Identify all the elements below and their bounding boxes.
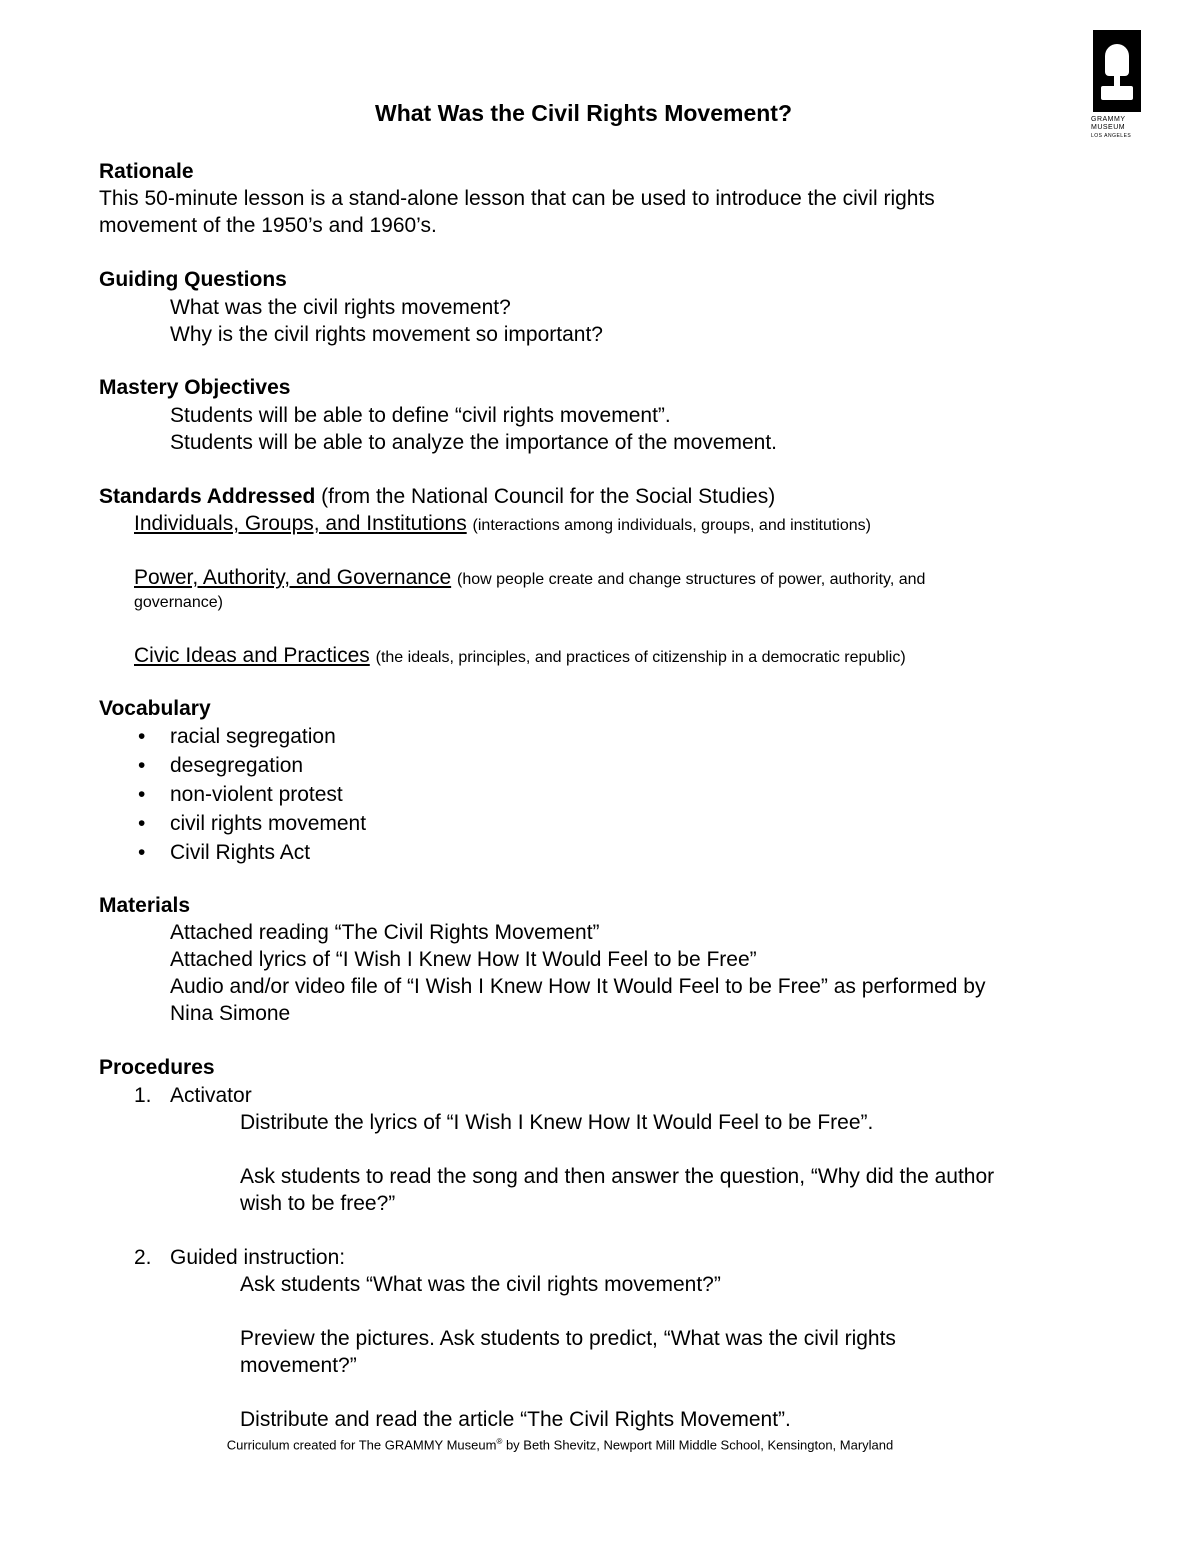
guiding-heading: Guiding Questions (99, 268, 287, 291)
material-3: Audio and/or video file of “I Wish I Knew How It Would Feel to be Free” as performed by (170, 975, 986, 998)
vocab-item: civil rights movement (170, 812, 367, 835)
rationale-heading: Rationale (99, 160, 194, 183)
mastery-heading: Mastery Objectives (99, 376, 291, 399)
procedure-1-step-a: Distribute the lyrics of “I Wish I Knew How It Would Feel to be Free”. (240, 1111, 874, 1134)
standards-heading-note: (from the National Council for the Social Studies) (321, 485, 776, 508)
material-3-cont: Nina Simone (170, 1002, 291, 1025)
standard-2 (134, 564, 925, 593)
standard-2-title: Power, Authority, and Governance (134, 566, 452, 589)
standard-2-note: (how people create and change structures of power, authority, and (456, 571, 926, 588)
standard-3-title: Civic Ideas and Practices (134, 644, 370, 667)
bullet-icon: • (138, 783, 146, 806)
mastery-objective-2: Students will be able to analyze the importance of the movement. (170, 431, 778, 454)
procedure-1-step-b: Ask students to read the song and then answer the question, “Why did the author (240, 1165, 995, 1188)
logo-text: GRAMMY MUSEUM LOS ANGELES (1091, 116, 1132, 139)
vocab-item: desegregation (170, 754, 304, 777)
bullet-icon: • (138, 725, 146, 748)
guiding-question-2: Why is the civil rights movement so important? (170, 323, 603, 346)
vocab-item: Civil Rights Act (170, 841, 311, 864)
material-1: Attached reading “The Civil Rights Movement” (170, 921, 600, 944)
mastery-objective-1: Students will be able to define “civil rights movement”. (170, 404, 671, 427)
page-title: What Was the Civil Rights Movement? (374, 100, 792, 126)
standard-1 (134, 510, 871, 539)
page-footer: Curriculum created for The GRAMMY Museum® by Beth Shevitz, Newport Mill Middle School, Kensington, Maryland (226, 1437, 894, 1453)
standards-heading-line (99, 483, 775, 510)
procedure-2-step-c: Distribute and read the article “The Civil Rights Movement”. (240, 1408, 791, 1431)
procedure-2-step-b-cont: movement?” (240, 1354, 357, 1377)
vocab-item: racial segregation (170, 725, 336, 748)
standard-2-note-cont: governance) (134, 594, 223, 611)
standard-3 (134, 642, 906, 671)
procedures-heading: Procedures (99, 1056, 215, 1079)
standard-1-title: Individuals, Groups, and Institutions (134, 512, 467, 535)
procedure-1-step-b-cont: wish to be free?” (240, 1192, 396, 1215)
procedure-1-title: Activator (170, 1084, 252, 1107)
bullet-icon: • (138, 754, 146, 777)
guiding-question-1: What was the civil rights movement? (170, 296, 511, 319)
procedure-2-title: Guided instruction: (170, 1246, 346, 1269)
rationale-text-1: This 50-minute lesson is a stand-alone lesson that can be used to introduce the civil rights (99, 187, 935, 210)
bullet-icon: • (138, 812, 146, 835)
standards-heading: Standards Addressed (99, 485, 316, 508)
vocabulary-heading: Vocabulary (99, 697, 211, 720)
procedure-1-number: 1. (134, 1084, 152, 1107)
procedure-2-number: 2. (134, 1246, 152, 1269)
vocab-item: non-violent protest (170, 783, 343, 806)
material-2: Attached lyrics of “I Wish I Knew How It Would Feel to be Free” (170, 948, 757, 971)
rationale-text-2: movement of the 1950’s and 1960’s. (99, 214, 437, 237)
grammy-museum-logo (1091, 30, 1143, 152)
standard-1-note: (interactions among individuals, groups, and institutions) (472, 517, 871, 534)
procedure-2-step-b: Preview the pictures. Ask students to predict, “What was the civil rights (240, 1327, 896, 1350)
bullet-icon: • (138, 841, 146, 864)
procedure-2-step-a: Ask students “What was the civil rights movement?” (240, 1273, 721, 1296)
standard-3-note: (the ideals, principles, and practices of citizenship in a democratic republic) (375, 649, 906, 666)
materials-heading: Materials (99, 894, 191, 917)
